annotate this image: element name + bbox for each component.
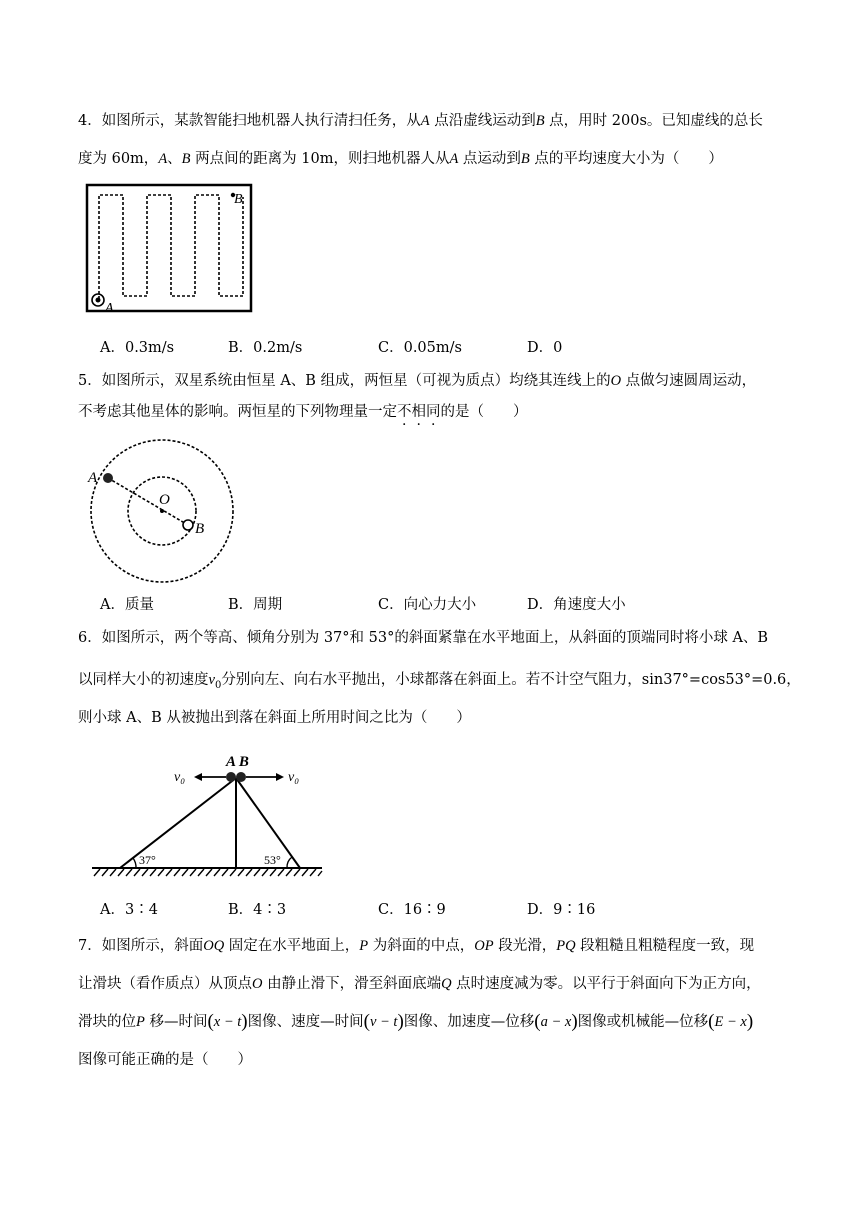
q7-text-line2 (78, 974, 761, 994)
q4-text: 4．如图所示，某款智能扫地机器人执行清扫任务，从 (78, 113, 421, 129)
var-b: B (181, 151, 191, 167)
q6-text-line2 (78, 670, 801, 696)
q7-text: 为斜面的中点， (368, 938, 475, 954)
emphasis-char: 同 (426, 404, 441, 420)
q4-option-c: C．0.05m/s (378, 340, 462, 356)
fig-label-b: B (234, 192, 243, 207)
q6-text: 分别向左、向右水平抛出，小球都落在斜面上。若不计空气阻力，sin37°=cos53°=0.6， (221, 672, 801, 688)
q4-robot-path-figure (85, 183, 255, 318)
q7-text-line1 (78, 936, 754, 956)
q4-text: 点，用时 200s。已知虚线的总长 (544, 113, 763, 129)
q6-option-b: B．4∶3 (228, 902, 287, 918)
q6-text: 以同样大小的初速度 (78, 672, 209, 688)
subscript: 0 (214, 679, 222, 691)
star-b (183, 520, 193, 530)
q5-option-b: B．周期 (228, 597, 283, 613)
var-b: B (520, 151, 530, 167)
var-o: O (252, 976, 263, 992)
center-o (160, 509, 164, 513)
q7-text-line3: 滑块的位P 移—时间(x − t)图像、速度—时间(v − t)图像、加速度—位移(a − x)图像或机械能—位移(E − x) (78, 1011, 754, 1032)
q5-text: 的是（ ） (440, 404, 528, 420)
q4-text: 点运动到 (458, 151, 521, 167)
var-v0: v (208, 672, 215, 688)
q4-text: 两点间的距离为 10m，则扫地机器人从 (190, 151, 450, 167)
room-boundary (87, 185, 251, 311)
var-a: A (420, 113, 430, 129)
fig-label-a: A (105, 301, 114, 316)
q5-option-d: D．角速度大小 (527, 597, 626, 613)
expr-e-x: E − x (714, 1014, 747, 1030)
fig-label-37: 37° (139, 853, 156, 867)
q7-text: 固定在水平地面上， (224, 938, 360, 954)
ball-a (226, 772, 236, 782)
incline-left (120, 778, 236, 868)
var-q: Q (441, 976, 452, 992)
var-p: P (359, 938, 369, 954)
q4-text: 点的平均速度大小为（ ） (529, 151, 723, 167)
expr-x-t: x − t (213, 1014, 242, 1030)
q5-option-c: C．向心力大小 (378, 597, 477, 613)
fig-label-v0-right: v₀ (288, 770, 300, 785)
q5-option-a: A．质量 (100, 597, 154, 613)
q5-text-line2 (78, 402, 528, 422)
connecting-line (108, 478, 188, 525)
q6-option-c: C．16∶9 (378, 902, 446, 918)
var-o: O (610, 373, 622, 389)
q4-option-b: B．0.2m/s (228, 340, 303, 356)
var-oq: OQ (203, 938, 225, 954)
q5-binary-star-figure (85, 437, 255, 587)
q4-option-d: D．0 (527, 340, 563, 356)
q4-text-line2 (78, 149, 723, 169)
q6-text-line1: 6．如图所示，两个等高、倾角分别为 37°和 53°的斜面紧靠在水平地面上，从斜面的顶端同时将小球 A、B (78, 630, 769, 646)
ground-hatch (94, 869, 322, 876)
q6-incline-figure (90, 748, 335, 883)
q7-text: 由静止滑下，滑至斜面底端 (262, 976, 442, 992)
emphasis-char: 相 (411, 404, 426, 420)
dashed-path (99, 195, 243, 299)
q5-text: 5．如图所示，双星系统由恒星 A、B 组成，两恒星（可视为质点）均绕其连线上的 (78, 373, 611, 389)
q7-text: 段光滑， (493, 938, 557, 954)
expr-a-x: a − x (540, 1014, 572, 1030)
fig-label-53: 53° (264, 853, 281, 867)
angle-arc-left (133, 858, 136, 868)
q6-option-d: D．9∶16 (527, 902, 596, 918)
var-b: B (535, 113, 545, 129)
var-p: P (136, 1014, 145, 1030)
emphasis-char: 不 (397, 404, 412, 420)
var-pq: PQ (556, 938, 576, 954)
q7-text: 图像或机械能—位移 (577, 1014, 709, 1030)
var-a: A (158, 151, 168, 167)
q7-text-line4: 图像可能正确的是（ ） (78, 1052, 252, 1068)
q4-text-line1 (78, 111, 763, 131)
q7-text: 让滑块（看作质点）从顶点 (78, 976, 252, 992)
q7-text: 7．如图所示，斜面 (78, 938, 204, 954)
q7-text: 移—时间 (144, 1014, 208, 1030)
q5-text-line1 (78, 371, 756, 391)
q7-text: 段粗糙且粗糙程度一致，现 (575, 938, 755, 954)
q5-text: 不考虑其他星体的影响。两恒星的下列物理量一定 (78, 404, 397, 420)
separator: 、 (167, 151, 182, 167)
ball-b (236, 772, 246, 782)
fig-label-ab: A B (226, 754, 249, 770)
q5-text: 点做匀速圆周运动， (621, 373, 757, 389)
q7-text: 滑块的位 (78, 1014, 136, 1030)
fig-label-a: A (88, 470, 98, 486)
expr-v-t: v − t (369, 1014, 398, 1030)
q7-text: 图像、加速度—位移 (403, 1014, 535, 1030)
q7-text: 点时速度减为零。以平行于斜面向下为正方向， (451, 976, 761, 992)
var-a: A (449, 151, 459, 167)
angle-arc-right (287, 857, 292, 868)
star-a (103, 473, 113, 483)
var-op: OP (474, 938, 494, 954)
q4-text: 点沿虚线运动到 (429, 113, 536, 129)
q4-text: 度为 60m， (78, 151, 159, 167)
q6-text-line3: 则小球 A、B 从被抛出到落在斜面上所用时间之比为（ ） (78, 710, 471, 726)
q7-text: 图像、速度—时间 (247, 1014, 364, 1030)
fig-label-v0-left: v₀ (174, 770, 186, 785)
fig-label-o: O (159, 492, 170, 508)
q6-option-a: A．3∶4 (100, 902, 158, 918)
q4-option-a: A．0.3m/s (100, 340, 175, 356)
fig-label-b: B (195, 521, 205, 537)
